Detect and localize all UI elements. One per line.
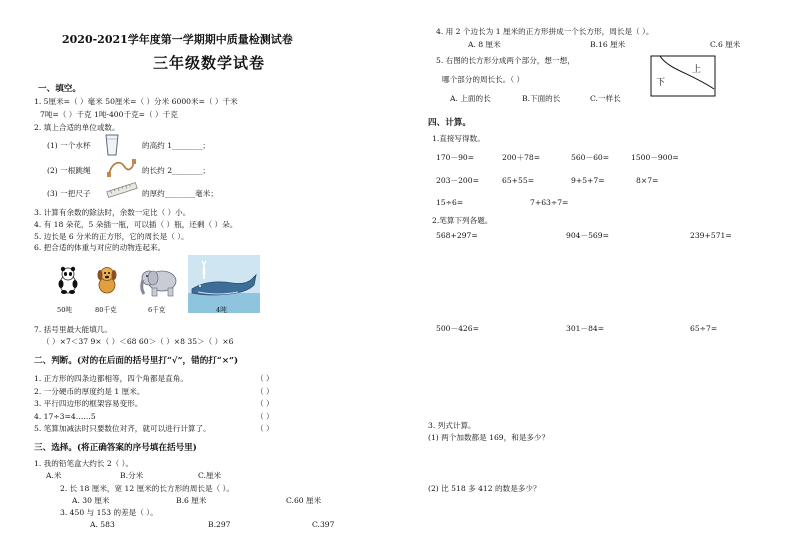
choice-q4-opt-c: C.6 厘米 (710, 40, 741, 49)
judge-item-5: 5. 笔算加减法时只要数位对齐，就可以进行计算了。 (34, 424, 211, 433)
word-problem-1: (1) 两个加数都是 169，和是多少？ (428, 433, 550, 442)
q3-text: 3. 计算有余数的除法时，余数一定比（ ）小。 (34, 208, 191, 217)
choice-q5-line-b: 哪个部分的周长长。（ ） (442, 75, 525, 84)
q4-text: 4. 有 18 朵花，5 朵插一瓶，可以插（ ）瓶，还剩（ ）朵。 (34, 220, 238, 229)
choice-q2: 2. 长 18 厘米，宽 12 厘米的长方形的周长是（ ）。 (60, 484, 234, 493)
panda-image (57, 266, 79, 298)
animal-weight-4: 4吨 (216, 306, 227, 314)
judge-paren-4: （ ） (256, 412, 274, 421)
q2-2-label: (2) 一根跳绳 (47, 166, 91, 175)
q5-text: 5. 边长是 6 分米的正方形，它的周长是（ ）。 (34, 232, 189, 241)
q7-text: 7. 括号里最大能填几。 (34, 325, 113, 334)
calc-part-3: 3. 列式计算。 (428, 421, 476, 430)
section-2-heading: 二、判断。(对的在后面的括号里打“√”，错的打“×”) (34, 356, 239, 366)
choice-q2-opt-b: B.6 厘米 (176, 496, 207, 505)
judge-item-3: 3. 平行四边形的框架容易变形。 (34, 399, 143, 408)
calc-part-2: 2.笔算下列各题。 (432, 216, 493, 225)
ruler-icon (106, 182, 138, 202)
dog-image (95, 266, 119, 298)
cup-icon (104, 134, 120, 160)
calc-part-1: 1.直接写得数。 (432, 134, 485, 143)
q2-text: 2. 填上合适的单位或数。 (34, 123, 120, 132)
judge-paren-1: （ ） (256, 374, 274, 383)
choice-q1-opt-a: A.米 (46, 471, 62, 480)
mental-calc-4: 1500－900= (631, 153, 679, 162)
section-1-heading: 一、填空。 (38, 84, 81, 94)
exam-title: 2020-2021学年度第一学期期中质量检测试卷 (62, 33, 293, 46)
choice-q4-opt-a: A. 8 厘米 (468, 40, 501, 49)
choice-q1-opt-b: B.分米 (120, 471, 144, 480)
choice-q5-opt-a: A. 上面的长 (450, 94, 491, 103)
mental-calc-5: 203－200= (436, 176, 479, 185)
jump-rope-icon (106, 158, 136, 182)
judge-item-2: 2. 一分硬币的厚度约是 1 厘米。 (34, 387, 145, 396)
judge-item-1: 1. 正方形的四条边都相等，四个角都是直角。 (34, 374, 188, 383)
written-calc-2: 904－569= (566, 231, 609, 240)
q2-3-text: 的厚约________毫米； (142, 189, 218, 198)
q1-line-b: 7吨=（ ）千克 1吨-400千克=（ ）千克 (40, 110, 178, 119)
choice-q3-opt-c: C.397 (312, 520, 335, 529)
figure-label-top: 上 (692, 65, 702, 75)
written-calc-5: 301－84= (566, 324, 605, 333)
choice-q1-opt-c: C.厘米 (198, 471, 222, 480)
written-calc-1: 568+297= (436, 231, 478, 240)
choice-q3-opt-a: A. 583 (90, 520, 115, 529)
q7-blanks: （ ）×7＜37 9×（ ）＜68 60＞（ ）×8 35＞（ ）×6 (42, 337, 234, 346)
section-4-heading: 四、计算。 (428, 118, 471, 128)
elephant-image (138, 266, 180, 302)
written-calc-3: 239+571= (690, 231, 732, 240)
choice-q2-opt-c: C.60 厘米 (286, 496, 322, 505)
judge-paren-5: （ ） (256, 424, 274, 433)
mental-calc-10: 7+63÷7= (530, 198, 569, 207)
word-problem-2: (2) 比 518 多 412 的数是多少？ (428, 484, 541, 493)
mental-calc-6: 65+55= (502, 176, 535, 185)
exam-subtitle: 三年级数学试卷 (153, 54, 266, 72)
choice-q5-line-a: 5. 右图的长方形分成两个部分，想一想， (436, 56, 575, 65)
figure-label-bottom: 下 (656, 78, 666, 88)
mental-calc-1: 170－90= (436, 153, 475, 162)
q6-text: 6. 把合适的体重与对应的动物连起来。 (34, 243, 166, 252)
q2-2-text: 的长约 2________； (142, 166, 210, 175)
choice-q1: 1. 我的铅笔盒大约长 2（ ）。 (34, 459, 134, 468)
animal-weight-1: 50吨 (57, 306, 72, 314)
choice-q5-opt-b: B.下面的长 (522, 94, 561, 103)
mental-calc-3: 560－60= (571, 153, 610, 162)
written-calc-6: 65÷7= (690, 324, 718, 333)
written-calc-4: 500－426= (436, 324, 479, 333)
q1-line-a: 1. 5厘米=（ ）毫米 50厘米=（ ）分米 6000米=（ ）千米 (34, 97, 238, 106)
choice-q4-opt-b: B.16 厘米 (590, 40, 626, 49)
q2-1-label: (1) 一个水杯 (47, 141, 91, 150)
choice-q3-opt-b: B.297 (208, 520, 231, 529)
section-3-heading: 三、选择。(将正确答案的序号填在括号里) (34, 443, 197, 453)
choice-q2-opt-a: A. 30 厘米 (72, 496, 110, 505)
animal-weight-3: 6千克 (148, 306, 166, 314)
judge-item-4: 4. 17÷3=4……5 (34, 412, 96, 421)
mental-calc-7: 9+5+7= (571, 176, 605, 185)
mental-calc-9: 15÷6= (436, 198, 464, 207)
q2-3-label: (3) 一把尺子 (47, 189, 91, 198)
judge-paren-3: （ ） (256, 399, 274, 408)
choice-q3: 3. 450 与 153 的差是（ ）。 (60, 508, 158, 517)
mental-calc-2: 200＋78= (502, 153, 541, 162)
judge-paren-2: （ ） (256, 387, 274, 396)
animal-weight-2: 80千克 (95, 306, 117, 314)
mental-calc-8: 8×7= (636, 176, 659, 185)
choice-q4: 4. 用 2 个边长为 1 厘米的正方形拼成一个长方形，周长是（ ）。 (436, 27, 654, 36)
q2-1-text: 的高约 1________； (142, 141, 210, 150)
choice-q5-opt-c: C.一样长 (590, 94, 621, 103)
